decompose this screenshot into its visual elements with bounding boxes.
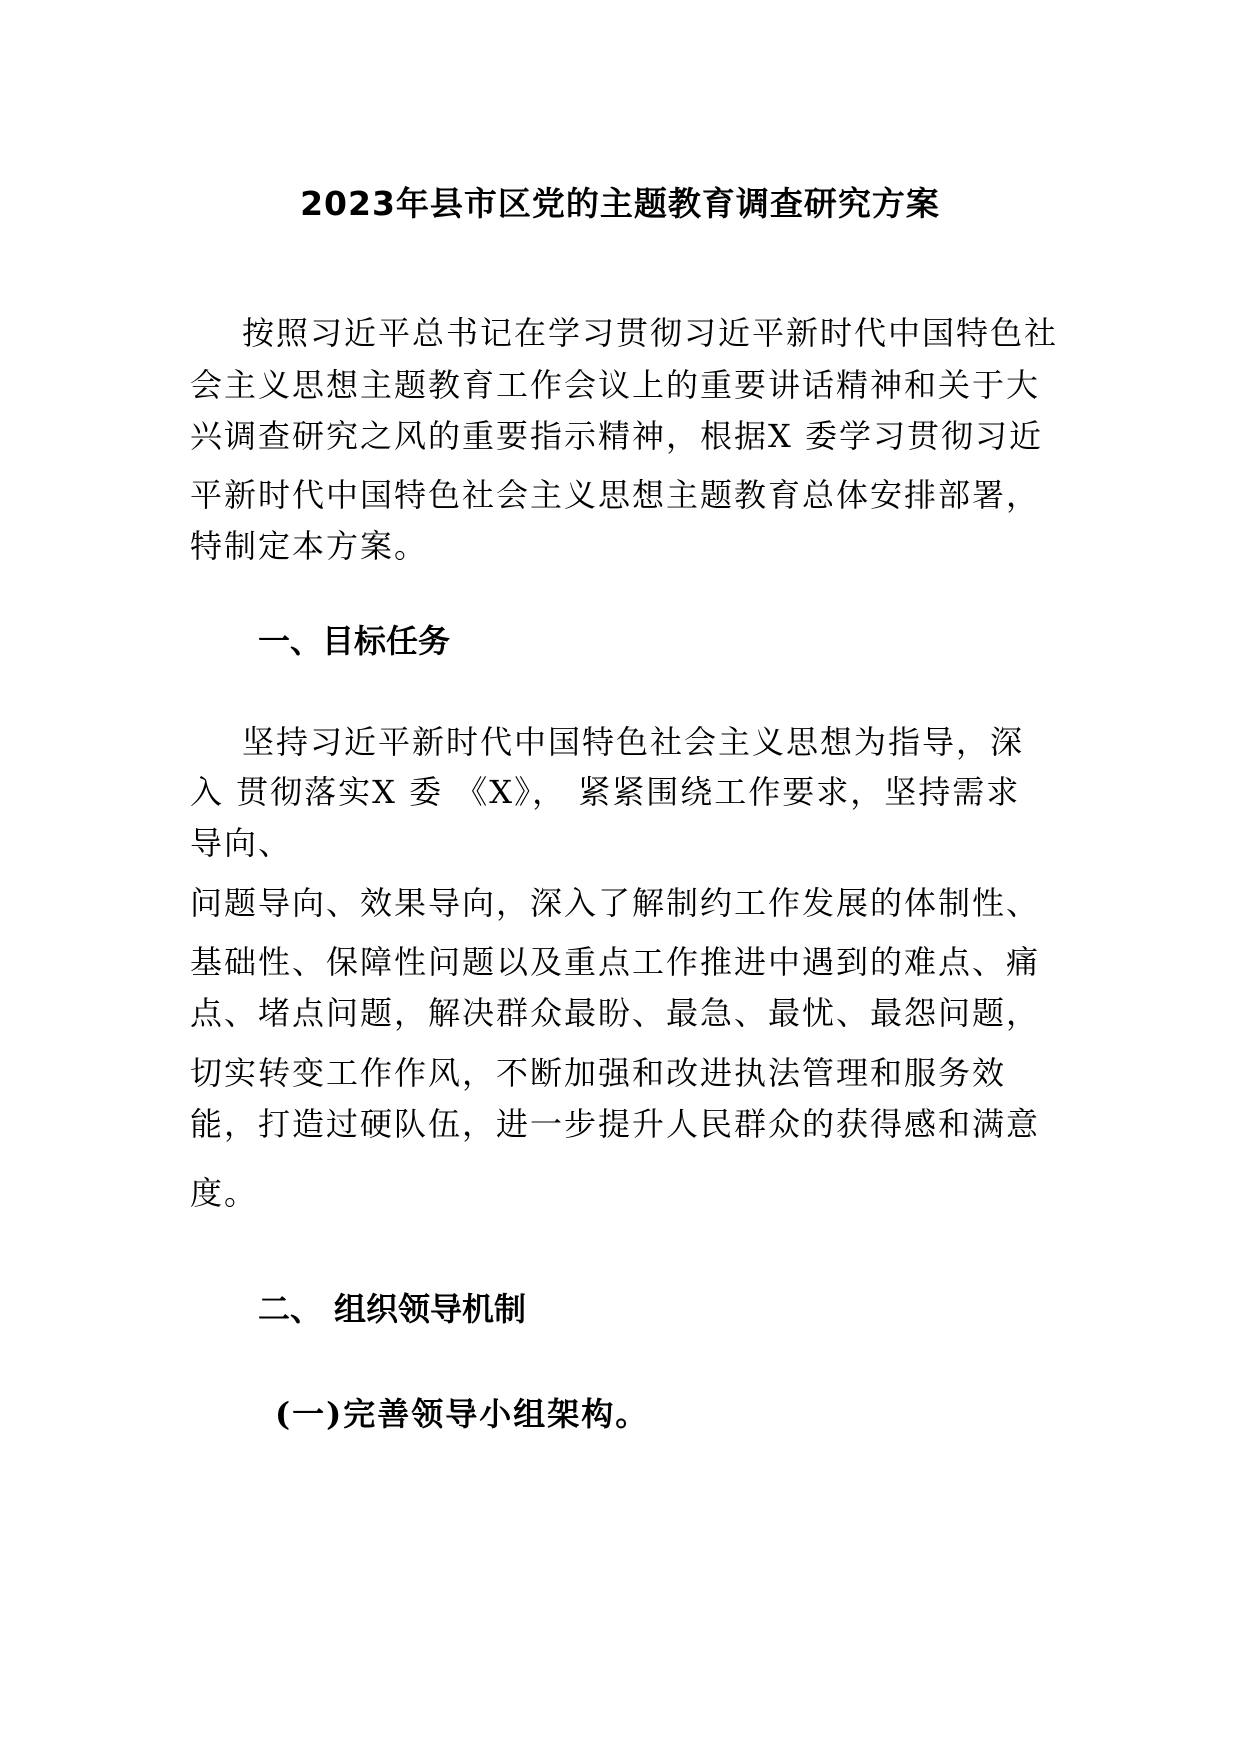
section-2-heading-text: 组织领导机制 <box>334 1290 527 1328</box>
intro-line-1: 按照习近平总书记在学习贯彻习近平新时代中国特色社 <box>242 314 1059 352</box>
intro-line-3: 兴调查研究之风的重要指示精神，根据X 委学习贯彻习近 <box>190 417 1043 455</box>
section-2-subheading: (一)完善领导小组架构。 <box>275 1395 650 1433</box>
section-1-heading: 一、目标任务 <box>258 622 451 660</box>
section-1-line-2: 入 贯彻落实X 委 《X》， 紧紧围绕工作要求，坚持需求 <box>190 773 1021 811</box>
document-title: 2023年县市区党的主题教育调查研究方案 <box>300 184 940 223</box>
section-1-line-9: 度。 <box>190 1174 259 1212</box>
section-1-line-8: 能，打造过硬队伍，进一步提升人民群众的获得感和满意 <box>190 1105 1041 1143</box>
section-1-line-6: 点、堵点问题，解决群众最盼、最急、最忧、最怨问题， <box>190 994 1041 1032</box>
section-1-line-1: 坚持习近平新时代中国特色社会主义思想为指导，深 <box>242 723 1025 761</box>
intro-line-4: 平新时代中国特色社会主义思想主题教育总体安排部署， <box>190 476 1041 514</box>
section-1-line-5: 基础性、保障性问题以及重点工作推进中遇到的难点、痛 <box>190 943 1041 981</box>
section-1-line-7: 切实转变工作作风，不断加强和改进执法管理和服务效 <box>190 1054 1007 1092</box>
section-1-line-3: 导向、 <box>190 824 293 862</box>
intro-line-5: 特制定本方案。 <box>190 527 429 565</box>
section-1-line-4: 问题导向、效果导向，深入了解制约工作发展的体制性、 <box>190 884 1041 922</box>
intro-line-2: 会主义思想主题教育工作会议上的重要讲话精神和关于大 <box>190 366 1041 404</box>
section-2-heading-number: 二、 <box>258 1290 323 1328</box>
